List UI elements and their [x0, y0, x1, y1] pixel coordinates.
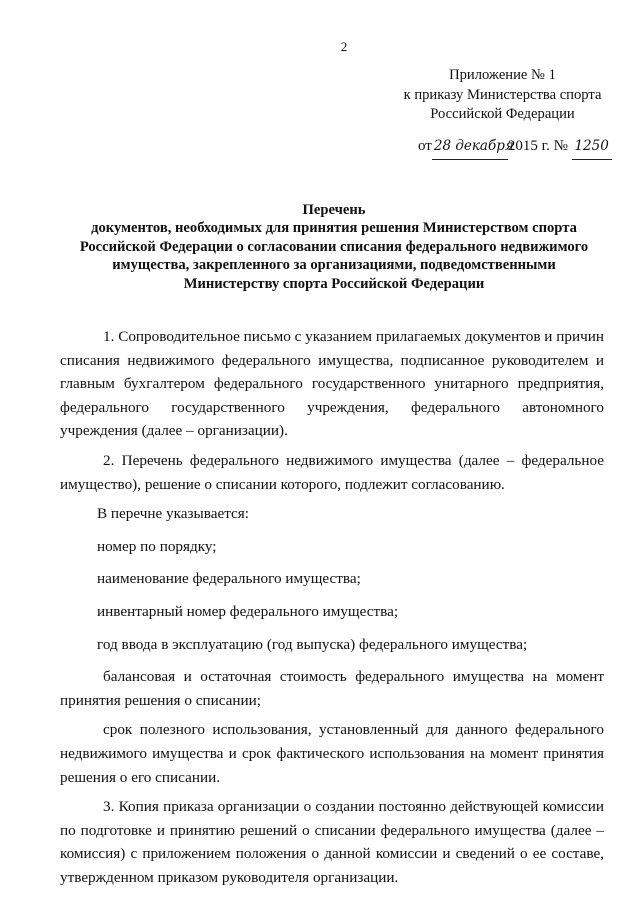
document-body: [60, 325, 604, 889]
handwritten-date: 28 декабря: [432, 135, 508, 160]
paragraph-2: 2. Перечень федерального недвижимого имущества (далее – федеральное имущество), решение о списании которого, подлежит согласованию.: [60, 451, 604, 493]
title-line-3: Российской Федерации о согласовании списания федерального недвижимого: [79, 238, 589, 255]
annex-line-3: Российской Федерации: [430, 106, 575, 122]
title-line-2: документов, необходимых для принятия решения Министерством спорта: [91, 220, 577, 237]
list-item-2: наименование федерального имущества;: [97, 570, 361, 588]
title-line-1: Перечень: [302, 202, 366, 218]
annex-line-2: к приказу Министерства спорта: [403, 86, 602, 103]
order-prefix: от: [418, 138, 432, 154]
order-year: 2015 г. №: [507, 138, 568, 154]
paragraph-3: 3. Копия приказа организации о создании постоянно действующей комиссии по подготовке и принятию решений о списании федерального имущества (далее – комиссия) с приложением положения о данной комиссии и сведений о ее составе, утвержденном приказом руководителя организации.: [60, 798, 604, 886]
order-date-number: [418, 135, 612, 160]
title-line-4: имущества, закрепленного за организациями, подведомственными: [112, 257, 556, 274]
paragraph-balance: балансовая и остаточная стоимость федерального имущества на момент принятия решения о списании;: [60, 668, 604, 709]
title-line-5: Министерству спорта Российской Федерации: [183, 275, 485, 292]
list-item-3: инвентарный номер федерального имущества;: [97, 602, 399, 620]
paragraph-1: 1. Сопроводительное письмо с указанием прилагаемых документов и причин списания недвижимого федерального имущества, подписанное руководителем и главным бухгалтером федерального государственного унитарного предприятия, федерального государственного учреждения, федерального автономного учреждения (далее – организации).: [60, 328, 604, 440]
page-number: 2: [340, 39, 348, 54]
annex-line-1: Приложение № 1: [449, 67, 556, 83]
list-intro: В перечне указывается:: [97, 505, 249, 523]
list-item-1: номер по порядку;: [97, 537, 217, 555]
document-title: [60, 201, 608, 293]
paragraph-term: срок полезного использования, установленный для данного федерального недвижимого имущества и срок фактического использования на момент принятия решения о его списании.: [60, 721, 604, 786]
handwritten-number: 1250: [572, 135, 612, 160]
annex-header: [395, 66, 610, 125]
list-item-4: год ввода в эксплуатацию (год выпуска) федерального имущества;: [97, 635, 528, 653]
